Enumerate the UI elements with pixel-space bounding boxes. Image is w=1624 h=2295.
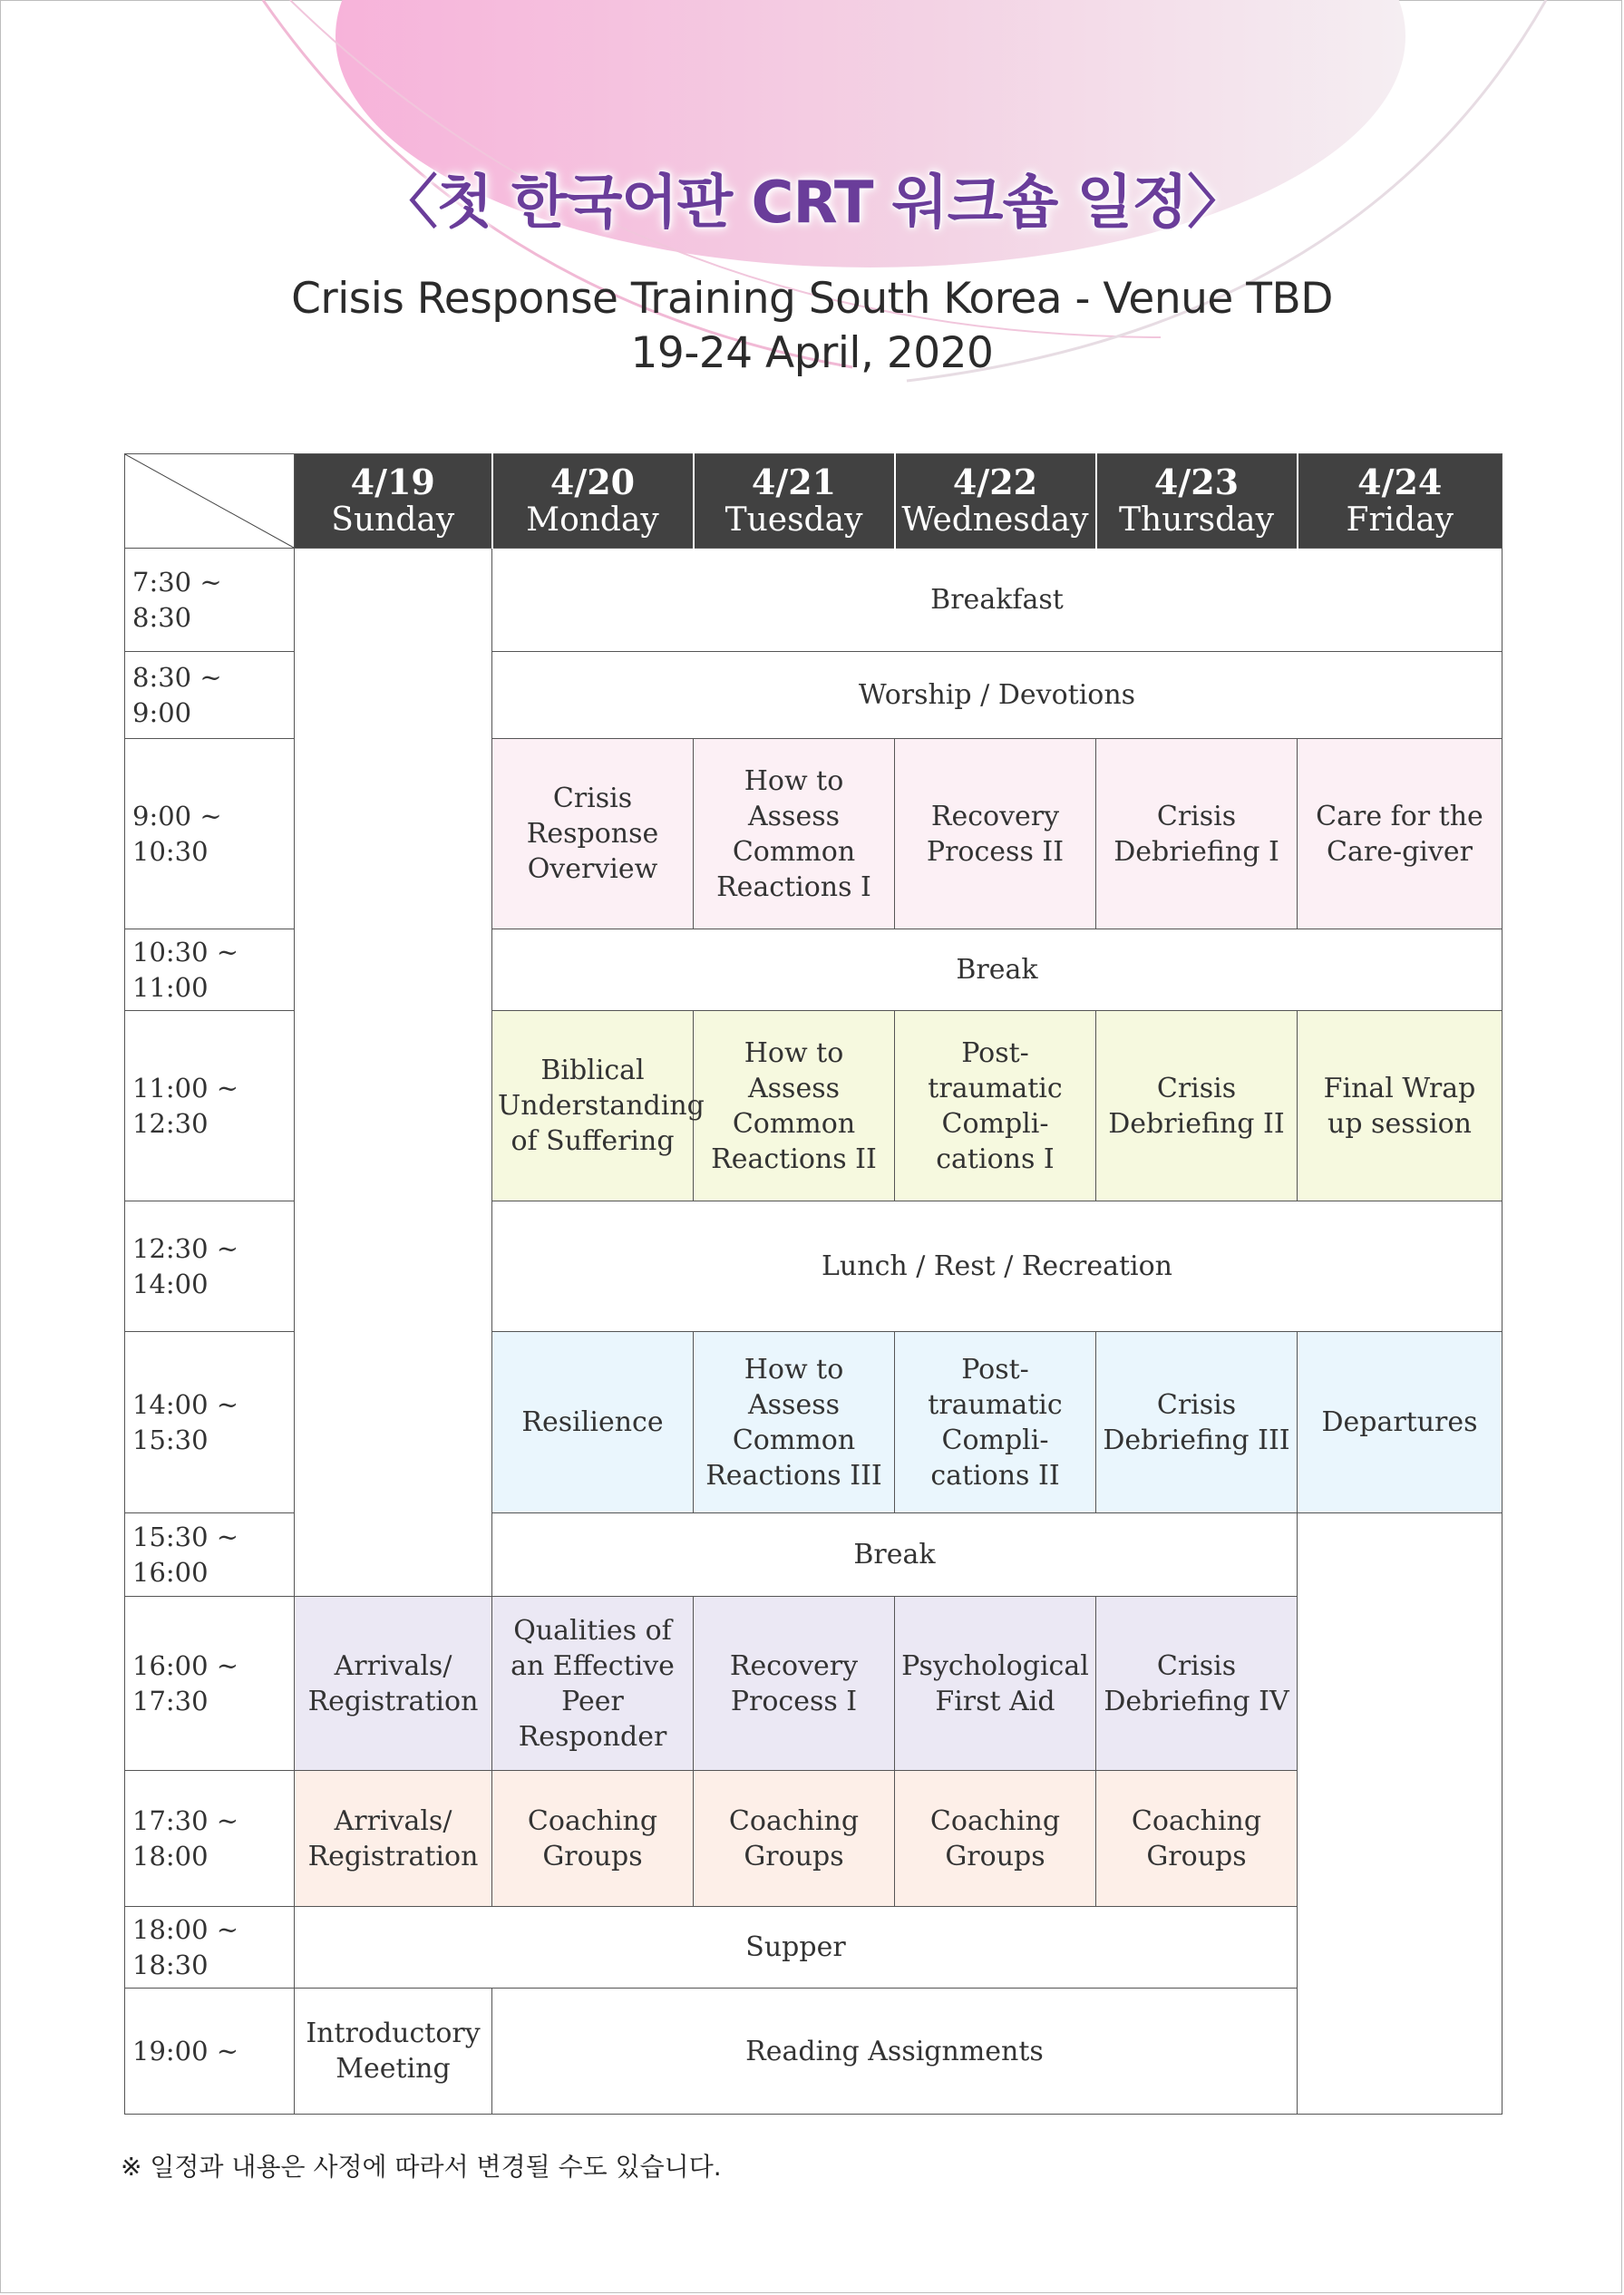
page-title: 〈첫 한국어판 CRT 워크숍 일정〉 (379, 170, 1245, 237)
session-cell: Crisis Response Overview (492, 739, 694, 929)
day-header-friday (1298, 454, 1502, 549)
sunday-empty-block (295, 549, 492, 1597)
schedule-table (124, 453, 1502, 2115)
footnote: ※ 일정과 내용은 사정에 따라서 변경될 수도 있습니다. (121, 2152, 722, 2182)
session-worship: Worship / Devotions (492, 652, 1502, 739)
day-name: Wednesday (901, 501, 1089, 539)
time-slot: 14:00 ~ 15:30 (125, 1332, 295, 1513)
session-cell: Post-traumatic Compli-cations II (895, 1332, 1096, 1513)
day-date: 4/24 (1357, 461, 1443, 502)
session-cell: Crisis Debriefing II (1096, 1011, 1298, 1201)
session-cell: Arrivals/ Registration (295, 1597, 492, 1771)
session-cell: Introductory Meeting (295, 1989, 492, 2115)
row-breakfast (125, 549, 1502, 652)
session-cell: Qualities of an Effective Peer Responder (492, 1597, 694, 1771)
session-cell: Coaching Groups (492, 1771, 694, 1907)
time-slot: 16:00 ~ 17:30 (125, 1597, 295, 1771)
row-supper (125, 1907, 1502, 1989)
day-header-sunday (295, 454, 492, 549)
session-cell: Resilience (492, 1332, 694, 1513)
day-name: Tuesday (724, 501, 863, 539)
session-cell: Crisis Debriefing III (1096, 1332, 1298, 1513)
session-break: Break (492, 929, 1502, 1011)
time-slot: 17:30 ~ 18:00 (125, 1771, 295, 1907)
day-date: 4/22 (952, 461, 1038, 502)
day-date: 4/19 (350, 461, 435, 502)
subtitle-venue: Crisis Response Training South Korea - Venue TBD (291, 274, 1333, 324)
session-reading: Reading Assignments (492, 1989, 1298, 2115)
session-cell: Coaching Groups (895, 1771, 1096, 1907)
session-cell: Psychological First Aid (895, 1597, 1096, 1771)
row-evening (125, 1989, 1502, 2115)
session-cell: Coaching Groups (694, 1771, 895, 1907)
session-cell: How to Assess Common Reactions I (694, 739, 895, 929)
session-cell: Coaching Groups (1096, 1771, 1298, 1907)
session-lunch: Lunch / Rest / Recreation (492, 1201, 1502, 1332)
time-slot: 19:00 ~ (125, 1989, 295, 2115)
day-name: Monday (526, 501, 659, 539)
session-cell: Recovery Process I (694, 1597, 895, 1771)
day-name: Sunday (331, 501, 455, 539)
time-slot: 15:30 ~ 16:00 (125, 1513, 295, 1597)
page-subtitle (0, 272, 1624, 381)
session-cell: Arrivals/ Registration (295, 1771, 492, 1907)
time-slot: 9:00 ~ 10:30 (125, 739, 295, 929)
friday-empty-block (1298, 1513, 1502, 2115)
diagonal-divider (125, 454, 294, 548)
session-cell: Departures (1298, 1332, 1502, 1513)
day-date: 4/21 (751, 461, 837, 502)
subtitle-dates: 19-24 April, 2020 (630, 328, 994, 378)
session-cell: Post-traumatic Compli-cations I (895, 1011, 1096, 1201)
session-cell: Crisis Debriefing I (1096, 739, 1298, 929)
header-row (125, 454, 1502, 549)
row-afternoon-2 (125, 1597, 1502, 1771)
time-slot: 7:30 ~ 8:30 (125, 549, 295, 652)
session-supper: Supper (295, 1907, 1298, 1989)
day-date: 4/20 (549, 461, 636, 502)
session-cell: Biblical Understanding of Suffering (492, 1011, 694, 1201)
session-cell: Recovery Process II (895, 739, 1096, 929)
session-cell: Crisis Debriefing IV (1096, 1597, 1298, 1771)
day-name: Thursday (1119, 501, 1274, 539)
day-name: Friday (1346, 501, 1454, 539)
session-break: Break (492, 1513, 1298, 1597)
session-cell: Final Wrap up session (1298, 1011, 1502, 1201)
time-slot: 18:00 ~ 18:30 (125, 1907, 295, 1989)
day-header-tuesday (694, 454, 895, 549)
time-slot: 8:30 ~ 9:00 (125, 652, 295, 739)
session-breakfast: Breakfast (492, 549, 1502, 652)
row-coaching (125, 1771, 1502, 1907)
time-slot: 11:00 ~ 12:30 (125, 1011, 295, 1201)
session-cell: How to Assess Common Reactions III (694, 1332, 895, 1513)
day-date: 4/23 (1153, 461, 1240, 502)
day-header-monday (492, 454, 694, 549)
time-slot: 10:30 ~ 11:00 (125, 929, 295, 1011)
session-cell: How to Assess Common Reactions II (694, 1011, 895, 1201)
time-slot: 12:30 ~ 14:00 (125, 1201, 295, 1332)
day-header-thursday (1096, 454, 1298, 549)
session-cell: Care for the Care-giver (1298, 739, 1502, 929)
corner-cell (125, 454, 295, 549)
day-header-wednesday (895, 454, 1096, 549)
